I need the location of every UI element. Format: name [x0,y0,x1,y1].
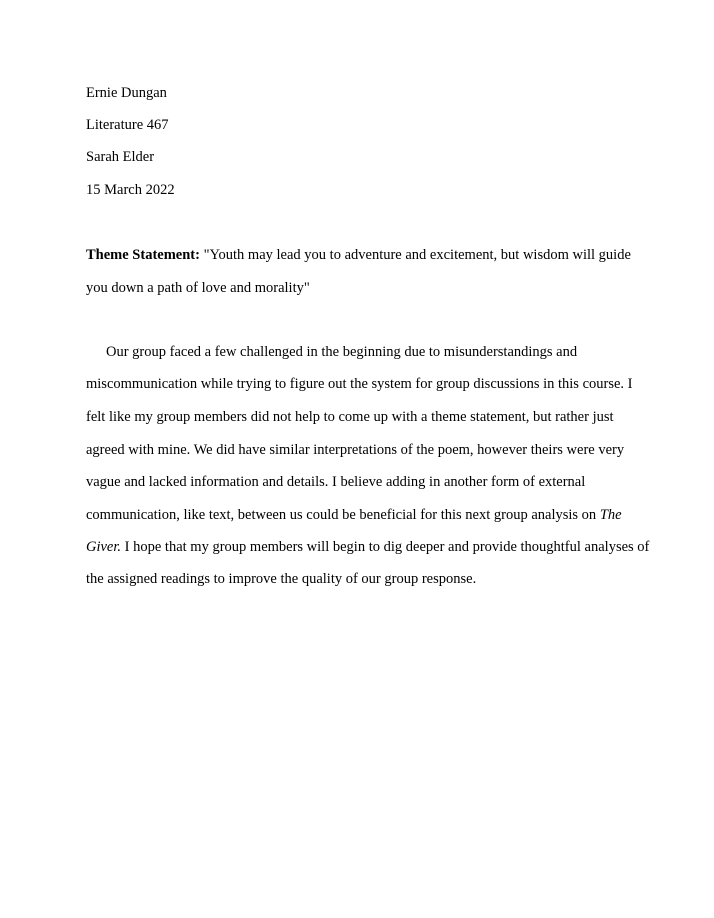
instructor-name: Sarah Elder [86,149,155,165]
author-name: Ernie Dungan [86,85,167,101]
book-title-part-2: Giver. [86,539,122,555]
paragraph-line-8: the assigned readings to improve the quality of our group response. [86,571,477,587]
theme-statement-line-2: you down a path of love and morality" [86,280,310,296]
theme-statement-line-1 [86,246,631,264]
paragraph-line-4: agreed with mine. We did have similar interpretations of the poem, however theirs were very [86,442,625,458]
course-name: Literature 467 [86,117,169,133]
paragraph-line-7-text: I hope that my group members will begin to dig deeper and provide thoughtful analyses of [121,539,650,555]
paragraph-line-5: vague and lacked information and details. I believe adding in another form of external [86,474,586,490]
theme-statement-text-1: "Youth may lead you to adventure and excitement, but wisdom will guide [199,247,631,263]
paragraph-line-6 [86,506,622,524]
book-title-part-1: The [599,507,622,523]
document-date: 15 March 2022 [86,182,175,198]
paragraph-line-1: Our group faced a few challenged in the beginning due to misunderstandings and [106,344,578,360]
paragraph-line-7 [86,538,649,556]
paragraph-line-6-text: communication, like text, between us could be beneficial for this next group analysis on [86,507,600,523]
theme-statement-label: Theme Statement: [86,247,200,263]
paragraph-line-3: felt like my group members did not help to come up with a theme statement, but rather just [86,409,614,425]
paragraph-line-2: miscommunication while trying to figure out the system for group discussions in this course. I [86,376,633,392]
